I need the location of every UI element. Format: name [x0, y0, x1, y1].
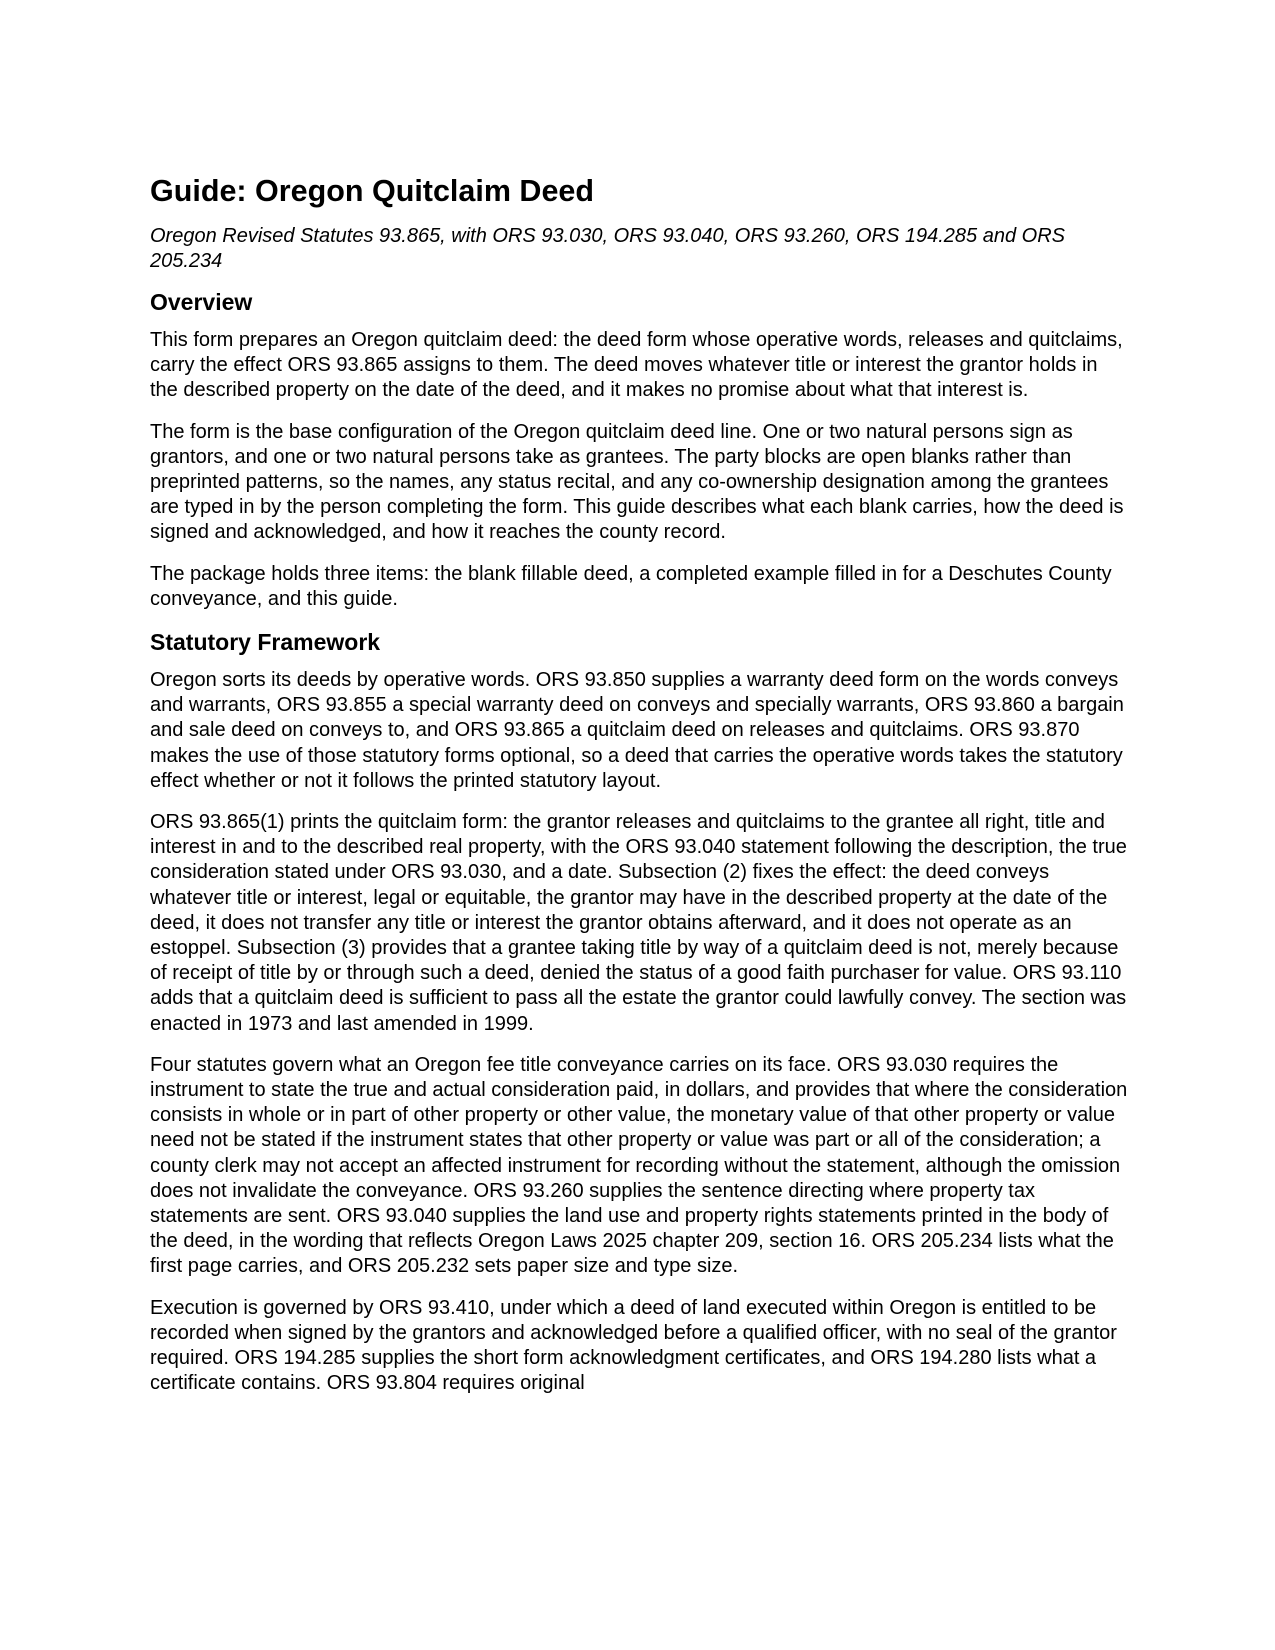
document-page — [150, 172, 1130, 1412]
framework-paragraph-3: Four statutes govern what an Oregon fee title conveyance carries on its face. ORS 93.030 requires the instrument to state the true and actual consideration paid, in dollars, and provides that where the consideration consists in whole or in part of other property or other value, the monetary value of that other property or value need not be stated if the instrument states that other property or value was part or all of the consideration; a county clerk may not accept an affected instrument for recording without the statement, although the omission does not invalidate the conveyance. ORS 93.260 supplies the sentence directing where property tax statements are sent. ORS 93.040 supplies the land use and property rights statements printed in the body of the deed, in the wording that reflects Oregon Laws 2025 chapter 209, section 16. ORS 205.234 lists what the first page carries, and ORS 205.232 sets paper size and type size. — [150, 1053, 1128, 1278]
framework-paragraph-1: Oregon sorts its deeds by operative words. ORS 93.850 supplies a warranty deed form on the words conveys and warrants, ORS 93.855 a special warranty deed on conveys and specially warrants, ORS 93.860 a bargain and sale deed on conveys to, and ORS 93.865 a quitclaim deed on releases and quitclaims. ORS 93.870 makes the use of those statutory forms optional, so a deed that carries the operative words takes the statutory effect whether or not it follows the printed statutory layout. — [150, 668, 1124, 792]
document-title: Guide: Oregon Quitclaim Deed — [150, 174, 595, 208]
overview-paragraph-2: The form is the base configuration of the Oregon quitclaim deed line. One or two natural persons sign as grantors, and one or two natural persons take as grantees. The party blocks are open blanks rather than preprinted patterns, so the names, any status recital, and any co-ownership designation among the grantees are typed in by the person completing the form. This guide describes what each blank carries, how the deed is signed and acknowledged, and how it reaches the county record. — [150, 420, 1124, 544]
framework-paragraph-4: Execution is governed by ORS 93.410, under which a deed of land executed within Oregon is entitled to be recorded when signed by the grantors and acknowledged before a qualified officer, with no seal of the grantor required. ORS 194.285 supplies the short form acknowledgment certificates, and ORS 194.280 lists what a certificate contains. ORS 93.804 requires original — [150, 1296, 1117, 1395]
section-heading-overview: Overview — [150, 289, 253, 316]
document-subtitle: Oregon Revised Statutes 93.865, with ORS 93.030, ORS 93.040, ORS 93.260, ORS 194.285 and ORS 205.234 — [150, 225, 1065, 273]
overview-paragraph-3: The package holds three items: the blank fillable deed, a completed example filled in for a Deschutes County conveyance, and this guide. — [150, 562, 1112, 610]
framework-paragraph-2: ORS 93.865(1) prints the quitclaim form: the grantor releases and quitclaims to the grantee all right, title and interest in and to the described real property, with the ORS 93.040 statement following the description, the true consideration stated under ORS 93.030, and a date. Subsection (2) fixes the effect: the deed conveys whatever title or interest, legal or equitable, the grantor may have in the described property at the date of the deed, it does not transfer any title or interest the grantor obtains afterward, and it does not operate as an estoppel. Subsection (3) provides that a grantee taking title by way of a quitclaim deed is not, merely because of receipt of title by or through such a deed, denied the status of a good faith purchaser for value. ORS 93.110 adds that a quitclaim deed is sufficient to pass all the estate the grantor could lawfully convey. The section was enacted in 1973 and last amended in 1999. — [150, 810, 1127, 1035]
section-heading-statutory-framework: Statutory Framework — [150, 629, 381, 656]
overview-paragraph-1: This form prepares an Oregon quitclaim deed: the deed form whose operative words, releases and quitclaims, carry the effect ORS 93.865 assigns to them. The deed moves whatever title or interest the grantor holds in the described property on the date of the deed, and it makes no promise about what that interest is. — [150, 329, 1123, 402]
